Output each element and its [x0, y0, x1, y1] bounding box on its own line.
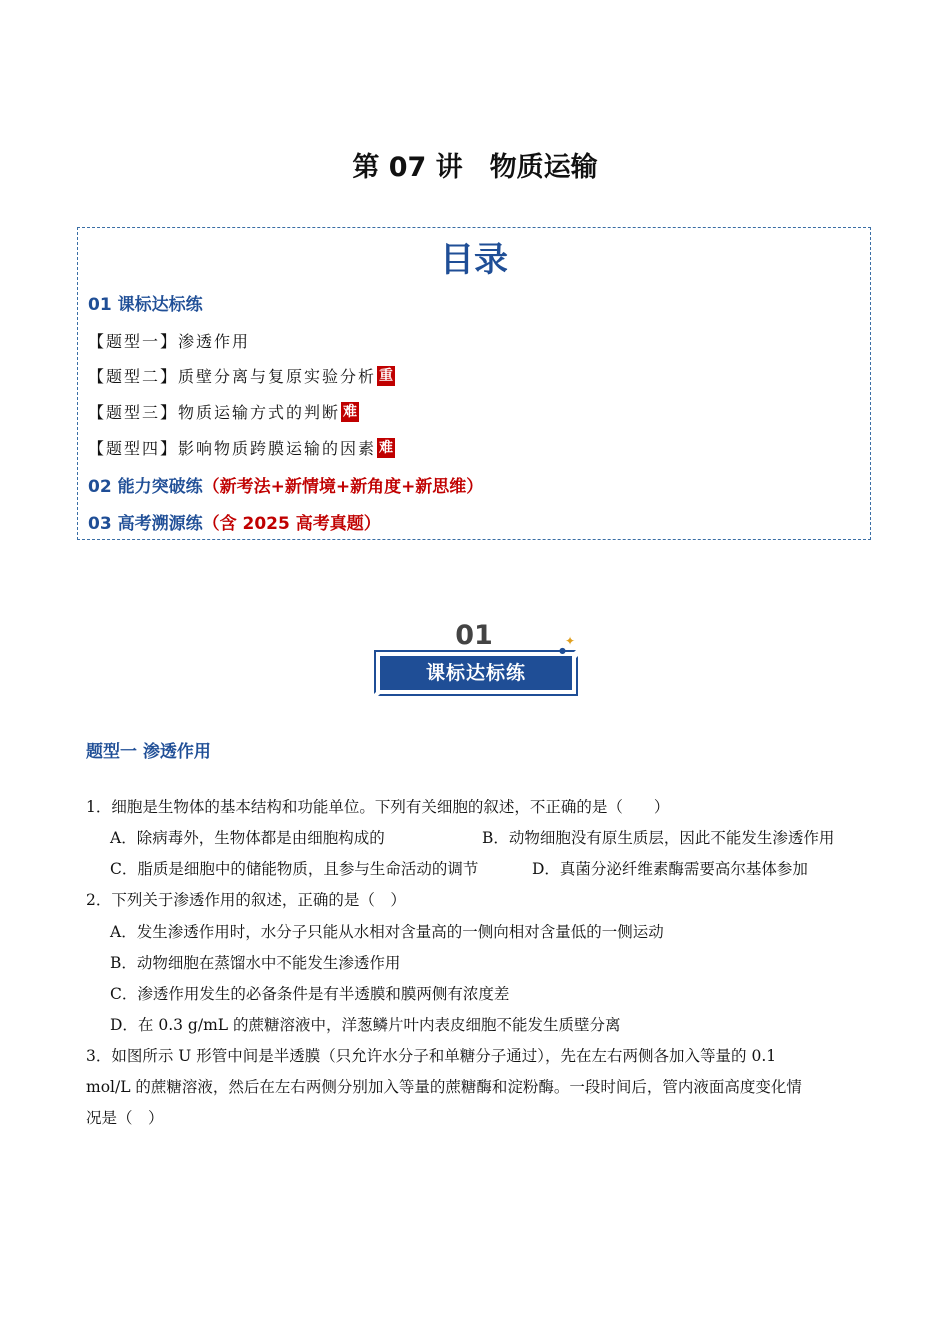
toc-item-label: 【题型四】影响物质跨膜运输的因素 — [88, 439, 377, 458]
difficult-badge: 难 — [343, 404, 358, 420]
difficult-badge: 难 — [379, 440, 394, 456]
key-point-badge: 重 — [379, 368, 394, 384]
toc-section-2-note: （新考法+新情境+新角度+新思维） — [202, 477, 484, 497]
question-1-option-b: B．动物细胞没有原生质层，因此不能发生渗透作用 — [482, 829, 835, 847]
section-banner — [372, 620, 582, 700]
question-2-option-b: B．动物细胞在蒸馏水中不能发生渗透作用 — [110, 954, 401, 972]
toc-item-4[interactable] — [88, 436, 395, 459]
toc-section-2[interactable] — [88, 472, 483, 497]
toc-section-3[interactable] — [88, 509, 381, 534]
toc-section-3-label: 03 高考溯源练 — [88, 514, 203, 534]
question-2-option-a: A．发生渗透作用时，水分子只能从水相对含量高的一侧向相对含量低的一侧运动 — [110, 923, 664, 941]
question-2-option-d: D．在 0.3 g/mL 的蔗糖溶液中，洋葱鳞片叶内表皮细胞不能发生质壁分离 — [110, 1016, 621, 1034]
toc-section-1[interactable]: 01 课标达标练 — [88, 295, 203, 315]
dot-icon: ● — [559, 646, 566, 655]
question-2-stem: 2．下列关于渗透作用的叙述，正确的是（ ） — [86, 891, 406, 909]
toc-section-2-label: 02 能力突破练 — [88, 477, 203, 497]
question-3-line-2: mol/L 的蔗糖溶液，然后在左右两侧分别加入等量的蔗糖酶和淀粉酶。一段时间后，管内液面高度变化情 — [86, 1078, 802, 1096]
banner-number: 01 — [455, 620, 493, 651]
question-1-option-a: A．除病毒外，生物体都是由细胞构成的 — [110, 829, 385, 847]
question-1-stem: 1．细胞是生物体的基本结构和功能单位。下列有关细胞的叙述，不正确的是（ ） — [86, 798, 670, 816]
toc-item-label: 【题型三】物质运输方式的判断 — [88, 403, 341, 422]
toc-heading: 目录 — [440, 240, 508, 280]
question-2-option-c: C．渗透作用发生的必备条件是有半透膜和膜两侧有浓度差 — [110, 985, 510, 1003]
table-of-contents — [77, 227, 871, 540]
sparkle-icon: ✦ — [565, 634, 576, 648]
section-title: 题型一 渗透作用 — [86, 742, 211, 762]
toc-item-3[interactable] — [88, 400, 359, 423]
toc-item-2[interactable] — [88, 364, 395, 387]
lesson-title: 第 07 讲 物质运输 — [352, 152, 598, 183]
question-3-line-3: 况是（ ） — [86, 1109, 164, 1127]
question-1-option-d: D．真菌分泌纤维素酶需要高尔基体参加 — [532, 860, 808, 878]
toc-item-label: 【题型二】质壁分离与复原实验分析 — [88, 367, 377, 386]
question-3-line-1: 3．如图所示 U 形管中间是半透膜（只允许水分子和单糖分子通过），先在左右两侧各加入等量的 0.1 — [86, 1047, 777, 1065]
toc-item-label: 【题型一】渗透作用 — [88, 332, 251, 351]
toc-section-3-note: （含 2025 高考真题） — [202, 514, 381, 534]
question-1-option-c: C．脂质是细胞中的储能物质，且参与生命活动的调节 — [110, 860, 479, 878]
banner-label: 课标达标练 — [380, 656, 572, 690]
toc-item-1[interactable] — [88, 329, 250, 352]
